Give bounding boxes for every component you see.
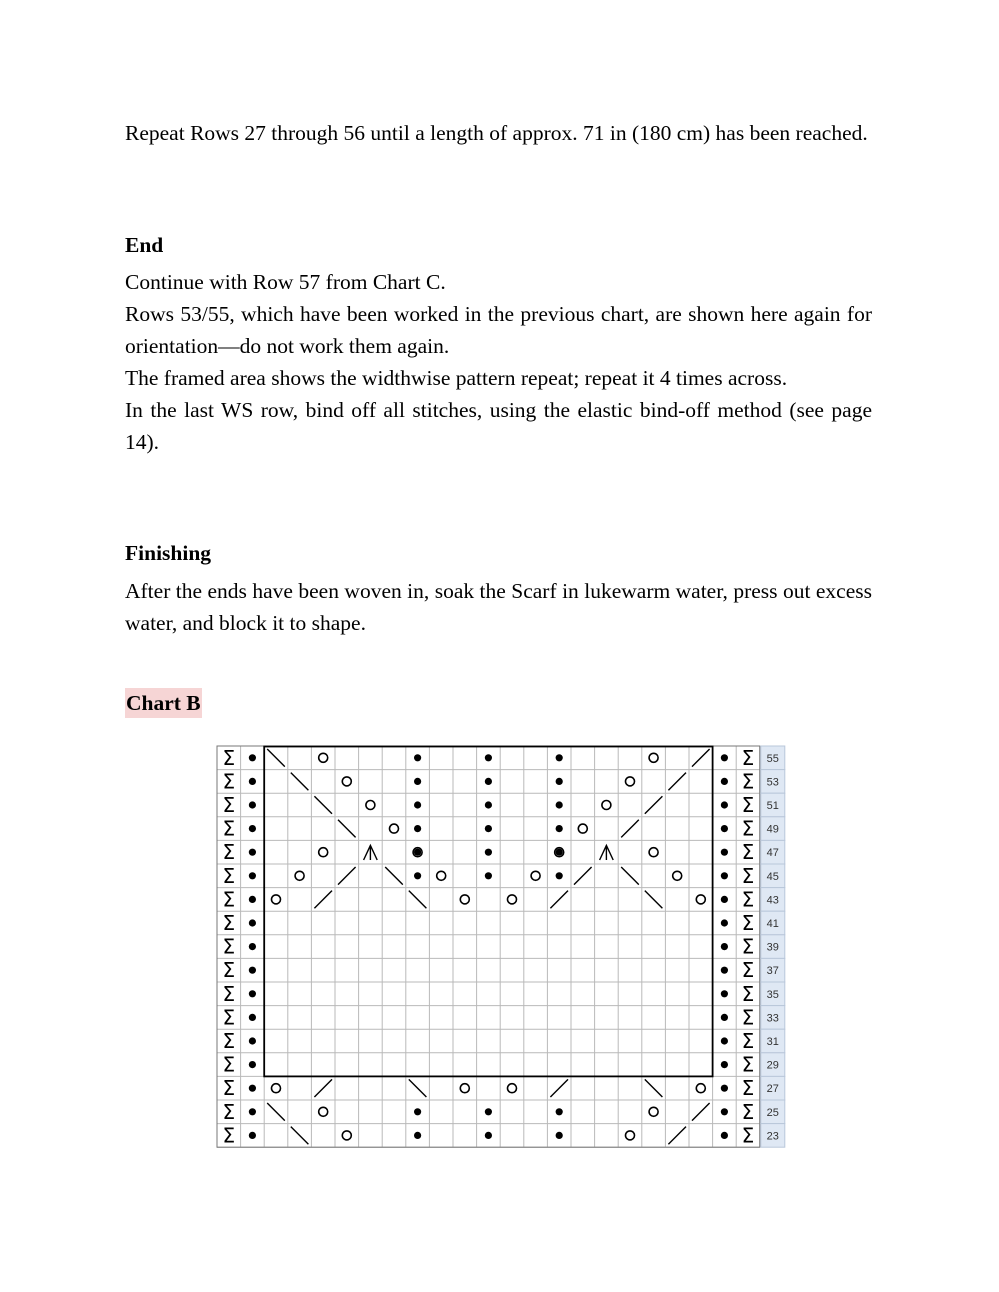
row-number: 25 bbox=[766, 1106, 779, 1119]
purl-symbol bbox=[721, 919, 728, 926]
k2tog-symbol bbox=[692, 749, 710, 767]
purl-symbol bbox=[556, 825, 563, 832]
purl-symbol bbox=[414, 1108, 421, 1115]
purl-symbol bbox=[485, 778, 492, 785]
row-number: 31 bbox=[766, 1036, 779, 1048]
edge-stitch-symbol: Σ bbox=[222, 863, 236, 888]
k2tog-symbol bbox=[550, 1079, 568, 1097]
purl-symbol bbox=[721, 849, 728, 856]
row-number: 33 bbox=[766, 1012, 779, 1025]
row-number: 55 bbox=[766, 752, 779, 765]
edge-stitch-symbol: Σ bbox=[741, 816, 755, 841]
purl-symbol bbox=[249, 754, 256, 761]
purl-symbol bbox=[485, 849, 492, 856]
ssk-symbol bbox=[291, 1127, 309, 1145]
purl-symbol bbox=[721, 967, 728, 974]
purl-symbol bbox=[556, 754, 563, 761]
purl-symbol bbox=[249, 1085, 256, 1092]
purl-symbol bbox=[249, 943, 256, 950]
purl-symbol bbox=[721, 1108, 728, 1115]
yarn-over-symbol bbox=[673, 871, 682, 880]
purl-symbol bbox=[556, 778, 563, 785]
edge-stitch-symbol: Σ bbox=[222, 745, 236, 770]
row-number: 53 bbox=[766, 776, 779, 789]
row-number: 47 bbox=[766, 847, 779, 860]
purl-symbol bbox=[249, 872, 256, 879]
edge-stitch-symbol: Σ bbox=[741, 769, 755, 794]
purl-symbol bbox=[485, 801, 492, 808]
yarn-over-symbol bbox=[578, 824, 587, 833]
end-heading: End bbox=[125, 233, 164, 257]
end-line: The framed area shows the widthwise pattern repeat; repeat it 4 times across. bbox=[125, 366, 788, 390]
row-number: 41 bbox=[766, 918, 779, 930]
row-number: 27 bbox=[766, 1083, 779, 1096]
row-number: 45 bbox=[766, 870, 779, 883]
yarn-over-symbol bbox=[319, 848, 328, 857]
ssk-symbol bbox=[645, 1079, 663, 1097]
yarn-over-symbol bbox=[295, 871, 304, 880]
finishing-paragraph bbox=[125, 575, 872, 639]
purl-symbol bbox=[249, 967, 256, 974]
end-line: In the last WS row, bind off all stitches, using the elastic bind-off method (see page 14). bbox=[125, 398, 872, 454]
purl-symbol bbox=[249, 778, 256, 785]
ssk-symbol bbox=[409, 891, 427, 909]
purl-symbol bbox=[249, 919, 256, 926]
finishing-heading: Finishing bbox=[125, 541, 212, 565]
edge-stitch-symbol: Σ bbox=[222, 887, 236, 912]
edge-stitch-symbol: Σ bbox=[741, 958, 755, 983]
yarn-over-symbol bbox=[602, 801, 611, 810]
yarn-over-symbol bbox=[626, 777, 635, 786]
edge-stitch-symbol: Σ bbox=[741, 1076, 755, 1101]
edge-stitch-symbol: Σ bbox=[222, 1052, 236, 1077]
yarn-over-symbol bbox=[366, 801, 375, 810]
edge-stitch-symbol: Σ bbox=[222, 793, 236, 817]
purl-symbol bbox=[721, 1014, 728, 1021]
yarn-over-symbol bbox=[437, 871, 446, 880]
ssk-symbol bbox=[409, 1079, 427, 1097]
ssk-symbol bbox=[267, 1103, 285, 1121]
purl-symbol bbox=[485, 825, 492, 832]
purl-symbol bbox=[249, 825, 256, 832]
yarn-over-symbol bbox=[696, 1084, 705, 1093]
purl-symbol bbox=[414, 1132, 421, 1139]
edge-stitch-symbol: Σ bbox=[741, 1099, 755, 1124]
edge-stitch-symbol: Σ bbox=[741, 863, 755, 888]
yarn-over-symbol bbox=[460, 1084, 469, 1093]
k2tog-symbol bbox=[314, 891, 332, 909]
double-decrease-symbol bbox=[600, 845, 614, 860]
ssk-symbol bbox=[645, 891, 663, 909]
row-number: 51 bbox=[766, 800, 779, 812]
yarn-over-symbol bbox=[319, 753, 328, 762]
yarn-over-symbol bbox=[272, 1084, 281, 1093]
yarn-over-symbol bbox=[460, 895, 469, 904]
purl-symbol bbox=[556, 872, 563, 879]
ssk-symbol bbox=[385, 867, 403, 885]
yarn-over-symbol bbox=[390, 824, 399, 833]
yarn-over-symbol bbox=[649, 848, 658, 857]
row-number: 37 bbox=[766, 965, 779, 978]
purl-symbol bbox=[721, 1061, 728, 1068]
yarn-over-symbol bbox=[319, 1107, 328, 1116]
k2tog-symbol bbox=[550, 891, 568, 909]
purl-symbol bbox=[556, 1108, 563, 1115]
edge-stitch-symbol: Σ bbox=[741, 1005, 755, 1030]
k2tog-symbol bbox=[314, 1079, 332, 1097]
edge-stitch-symbol: Σ bbox=[741, 793, 755, 817]
edge-stitch-symbol: Σ bbox=[741, 981, 755, 1006]
purl-symbol bbox=[249, 990, 256, 997]
ssk-symbol bbox=[338, 820, 356, 838]
purl-symbol bbox=[414, 825, 421, 832]
edge-stitch-symbol: Σ bbox=[222, 1099, 236, 1124]
purl-symbol bbox=[249, 849, 256, 856]
purl-symbol bbox=[485, 1108, 492, 1115]
knitting-chart bbox=[215, 744, 787, 1148]
yarn-over-symbol bbox=[342, 777, 351, 786]
purl-symbol bbox=[556, 801, 563, 808]
row-number: 29 bbox=[766, 1059, 779, 1072]
ssk-symbol bbox=[621, 867, 639, 885]
intro-paragraph bbox=[125, 117, 872, 149]
row-number: 43 bbox=[766, 894, 779, 907]
edge-stitch-symbol: Σ bbox=[741, 1052, 755, 1077]
ssk-symbol bbox=[267, 749, 285, 767]
row-number: 23 bbox=[766, 1130, 779, 1143]
edge-stitch-symbol: Σ bbox=[222, 840, 236, 865]
edge-stitch-symbol: Σ bbox=[222, 1076, 236, 1101]
edge-stitch-symbol: Σ bbox=[741, 840, 755, 865]
purl-symbol bbox=[485, 1132, 492, 1139]
k2tog-symbol bbox=[692, 1103, 710, 1121]
purl-symbol bbox=[249, 801, 256, 808]
purl-symbol bbox=[721, 872, 728, 879]
yarn-over-symbol bbox=[508, 1084, 517, 1093]
purl-symbol bbox=[485, 872, 492, 879]
yarn-over-symbol bbox=[531, 871, 540, 880]
purl-symbol bbox=[721, 825, 728, 832]
knitting-chart-svg bbox=[215, 744, 787, 1148]
purl-symbol bbox=[249, 1061, 256, 1068]
row-number: 35 bbox=[766, 988, 779, 1001]
purl-symbol bbox=[721, 943, 728, 950]
edge-stitch-symbol: Σ bbox=[741, 745, 755, 770]
double-decrease-symbol bbox=[364, 845, 378, 860]
purl-symbol bbox=[249, 1037, 256, 1044]
k2tog-symbol bbox=[621, 820, 639, 838]
purl-symbol bbox=[249, 1014, 256, 1021]
end-line: Continue with Row 57 from Chart C. bbox=[125, 270, 446, 294]
yarn-over-symbol bbox=[272, 895, 281, 904]
purl-symbol bbox=[249, 1108, 256, 1115]
intro-text: Repeat Rows 27 through 56 until a length of approx. 71 in (180 cm) has been reached. bbox=[125, 121, 868, 145]
finishing-text: After the ends have been woven in, soak the Scarf in lukewarm water, press out excess water, and block it to shape. bbox=[125, 579, 872, 635]
k2tog-symbol bbox=[645, 796, 663, 814]
purl-symbol bbox=[721, 896, 728, 903]
yarn-over-symbol bbox=[342, 1131, 351, 1140]
purl-symbol bbox=[721, 754, 728, 761]
ssk-symbol bbox=[314, 796, 332, 814]
purl-symbol bbox=[556, 849, 563, 856]
purl-symbol bbox=[414, 849, 421, 856]
purl-symbol bbox=[721, 1132, 728, 1139]
chart-title: Chart B bbox=[125, 688, 202, 718]
edge-stitch-symbol: Σ bbox=[741, 1123, 755, 1148]
edge-stitch-symbol: Σ bbox=[222, 1005, 236, 1030]
end-line: Rows 53/55, which have been worked in the previous chart, are shown here again for orientation—do not work them again. bbox=[125, 302, 872, 358]
purl-symbol bbox=[721, 990, 728, 997]
edge-stitch-symbol: Σ bbox=[222, 1029, 236, 1053]
row-number: 49 bbox=[766, 823, 779, 836]
ssk-symbol bbox=[291, 773, 309, 791]
purl-symbol bbox=[721, 1085, 728, 1092]
purl-symbol bbox=[249, 896, 256, 903]
purl-symbol bbox=[414, 872, 421, 879]
edge-stitch-symbol: Σ bbox=[741, 934, 755, 959]
purl-symbol bbox=[721, 801, 728, 808]
purl-symbol bbox=[249, 1132, 256, 1139]
edge-stitch-symbol: Σ bbox=[741, 887, 755, 912]
k2tog-symbol bbox=[668, 1127, 686, 1145]
purl-symbol bbox=[721, 778, 728, 785]
yarn-over-symbol bbox=[508, 895, 517, 904]
edge-stitch-symbol: Σ bbox=[222, 911, 236, 935]
edge-stitch-symbol: Σ bbox=[222, 934, 236, 959]
purl-symbol bbox=[414, 778, 421, 785]
edge-stitch-symbol: Σ bbox=[741, 911, 755, 935]
purl-symbol bbox=[485, 754, 492, 761]
purl-symbol bbox=[556, 1132, 563, 1139]
edge-stitch-symbol: Σ bbox=[741, 1029, 755, 1053]
yarn-over-symbol bbox=[649, 753, 658, 762]
row-number: 39 bbox=[766, 941, 779, 954]
k2tog-symbol bbox=[338, 867, 356, 885]
purl-symbol bbox=[414, 754, 421, 761]
k2tog-symbol bbox=[668, 773, 686, 791]
edge-stitch-symbol: Σ bbox=[222, 769, 236, 794]
yarn-over-symbol bbox=[696, 895, 705, 904]
yarn-over-symbol bbox=[649, 1107, 658, 1116]
yarn-over-symbol bbox=[626, 1131, 635, 1140]
edge-stitch-symbol: Σ bbox=[222, 981, 236, 1006]
k2tog-symbol bbox=[574, 867, 592, 885]
edge-stitch-symbol: Σ bbox=[222, 816, 236, 841]
edge-stitch-symbol: Σ bbox=[222, 1123, 236, 1148]
purl-symbol bbox=[721, 1037, 728, 1044]
purl-symbol bbox=[414, 801, 421, 808]
edge-stitch-symbol: Σ bbox=[222, 958, 236, 983]
end-section bbox=[125, 266, 872, 458]
